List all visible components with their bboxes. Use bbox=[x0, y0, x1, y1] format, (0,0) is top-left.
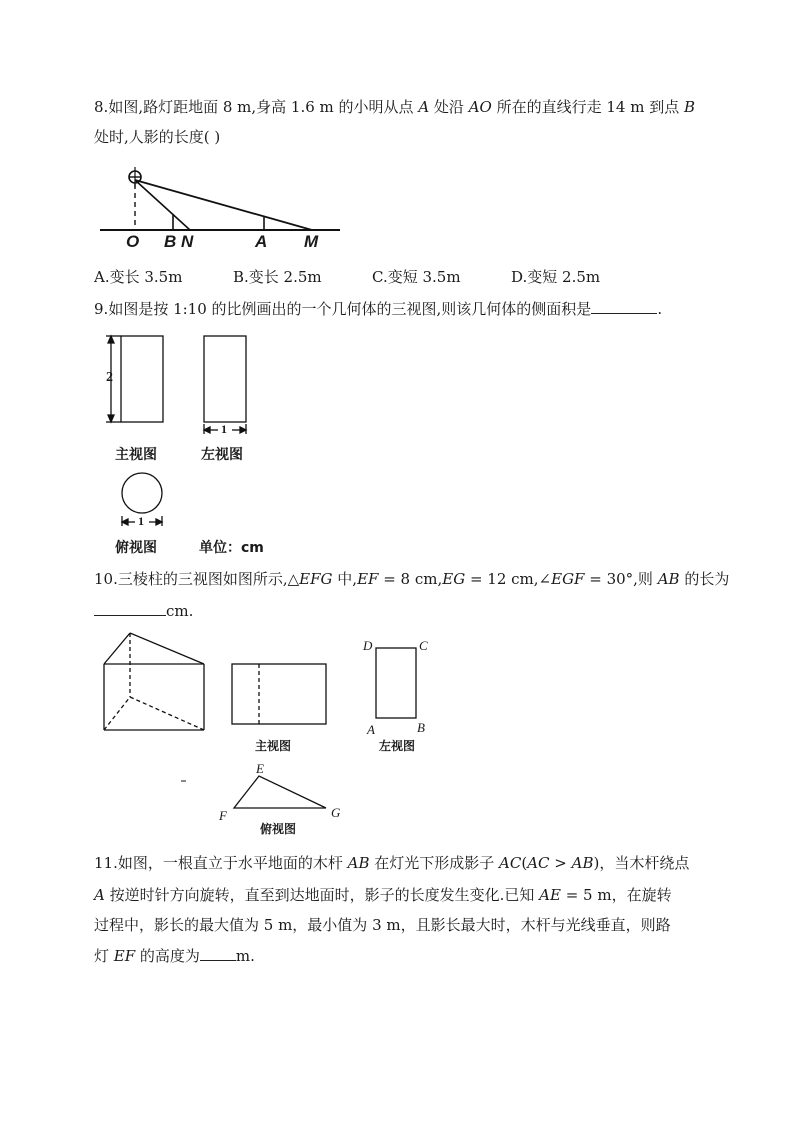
q10-var-angle: ∠EGF bbox=[538, 570, 585, 588]
q11-line4 bbox=[94, 945, 255, 967]
q8-label-o: O bbox=[126, 232, 140, 251]
q10-var-ab: AB bbox=[657, 570, 680, 588]
q8-option-c: C.变短 3.5m bbox=[372, 268, 461, 286]
q10-text-c: = 8 cm, bbox=[378, 570, 443, 588]
q10-unit: cm. bbox=[166, 602, 194, 620]
q9-height-label: 2 bbox=[106, 370, 113, 385]
q8-text-c: 所在的直线行走 14 m 到点 bbox=[491, 98, 684, 116]
q11-var-ac: AC bbox=[499, 854, 522, 872]
q10-caption-left: 左视图 bbox=[379, 739, 416, 753]
q11-number: 11. bbox=[94, 854, 118, 872]
q10-front-view bbox=[232, 664, 326, 724]
q9-left-view bbox=[204, 336, 246, 422]
q10-left-view bbox=[376, 648, 416, 718]
q9-front-view bbox=[121, 336, 163, 422]
q9-text: 如图是按 1:10 的比例画出的一个几何体的三视图,则该几何体的侧面积是 bbox=[108, 300, 592, 318]
q9-caption-left: 左视图 bbox=[201, 447, 243, 463]
q8-line2: 处时,人影的长度( ) bbox=[94, 128, 221, 146]
q10-caption-top: 俯视图 bbox=[260, 822, 297, 836]
q8-var-b: B bbox=[684, 98, 696, 116]
q10-text-b: 中, bbox=[332, 570, 358, 588]
q10-answer-blank bbox=[94, 601, 166, 616]
q11-text-2a: 按逆时针方向旋转，直至到达地面时，影子的长度发生变化.已知 bbox=[104, 886, 540, 904]
q10-label-b: B bbox=[417, 720, 425, 735]
q10-label-e: E bbox=[256, 761, 264, 776]
q9-width-label-top: 1 bbox=[138, 514, 144, 528]
q8-var-a: A bbox=[418, 98, 430, 116]
q8-text-a: 如图,路灯距地面 8 m,身高 1.6 m 的小明从点 bbox=[108, 98, 419, 116]
q11-answer-blank bbox=[200, 946, 236, 961]
q9-width-label-left: 1 bbox=[221, 422, 227, 436]
q8-text-b: 处沿 bbox=[429, 98, 469, 116]
q11-comparison: AC > AB bbox=[527, 854, 594, 872]
q9-end: . bbox=[657, 300, 663, 318]
q10-figure bbox=[104, 633, 416, 808]
q10-number: 10. bbox=[94, 570, 118, 588]
q11-var-ae: AE bbox=[539, 886, 561, 904]
q8-label-n: N bbox=[181, 232, 194, 251]
q8-figure bbox=[100, 167, 340, 230]
q8-option-b: B.变长 2.5m bbox=[233, 268, 322, 286]
q9-caption-unit: 单位：cm bbox=[199, 540, 264, 556]
q9-line1 bbox=[94, 298, 662, 320]
q11-line1 bbox=[94, 852, 689, 874]
q10-triangle: △EFG bbox=[287, 570, 333, 588]
q9-answer-blank bbox=[591, 299, 657, 314]
q10-label-a: A bbox=[367, 722, 375, 737]
q10-top-view bbox=[234, 776, 326, 808]
q10-line1 bbox=[94, 568, 729, 590]
q10-label-c: C bbox=[419, 638, 428, 653]
q10-text-d: = 12 cm, bbox=[465, 570, 539, 588]
q8-label-m: M bbox=[304, 232, 319, 251]
q9-number: 9. bbox=[94, 300, 109, 318]
q8-var-ao: AO bbox=[468, 98, 492, 116]
q11-var-a: A bbox=[94, 886, 105, 904]
q10-var-eg: EG bbox=[442, 570, 466, 588]
q11-line2 bbox=[94, 884, 672, 906]
q10-label-f: F bbox=[219, 808, 227, 823]
q10-label-g: G bbox=[331, 805, 341, 820]
q11-text-4b: 的高度为 bbox=[135, 947, 200, 965]
q11-text-b: 在灯光下形成影子 bbox=[369, 854, 500, 872]
q9-top-view bbox=[122, 473, 162, 513]
q8-option-d: D.变短 2.5m bbox=[511, 268, 601, 286]
q11-line3: 过程中，影长的最大值为 5 m，最小值为 3 m，且影长最大时，木杆与光线垂直，则路 bbox=[94, 916, 671, 934]
q11-text-2b: = 5 m，在旋转 bbox=[560, 886, 672, 904]
q11-text-d: )，当木杆绕点 bbox=[593, 854, 690, 872]
q11-var-ef: EF bbox=[113, 947, 136, 965]
q10-var-ef: EF bbox=[357, 570, 379, 588]
q11-paren: ( bbox=[521, 854, 528, 872]
q9-caption-front: 主视图 bbox=[115, 447, 157, 463]
q8-option-a: A.变长 3.5m bbox=[94, 268, 183, 286]
q11-var-ab: AB bbox=[347, 854, 370, 872]
q8-label-a: A bbox=[255, 232, 268, 251]
q8-number: 8. bbox=[94, 98, 109, 116]
q9-caption-top: 俯视图 bbox=[115, 540, 157, 556]
q10-text-a: 三棱柱的三视图如图所示, bbox=[117, 570, 288, 588]
q10-text-f: 的长为 bbox=[679, 570, 730, 588]
q11-text-4a: 灯 bbox=[94, 947, 114, 965]
q10-text-e: = 30°,则 bbox=[584, 570, 658, 588]
q8-label-b: B bbox=[164, 232, 177, 251]
q10-line2 bbox=[94, 600, 193, 622]
q10-label-d: D bbox=[363, 638, 373, 653]
q11-text-a: 如图，一根直立于水平地面的木杆 bbox=[117, 854, 348, 872]
q11-unit: m. bbox=[235, 947, 255, 965]
q10-caption-front: 主视图 bbox=[255, 739, 292, 753]
